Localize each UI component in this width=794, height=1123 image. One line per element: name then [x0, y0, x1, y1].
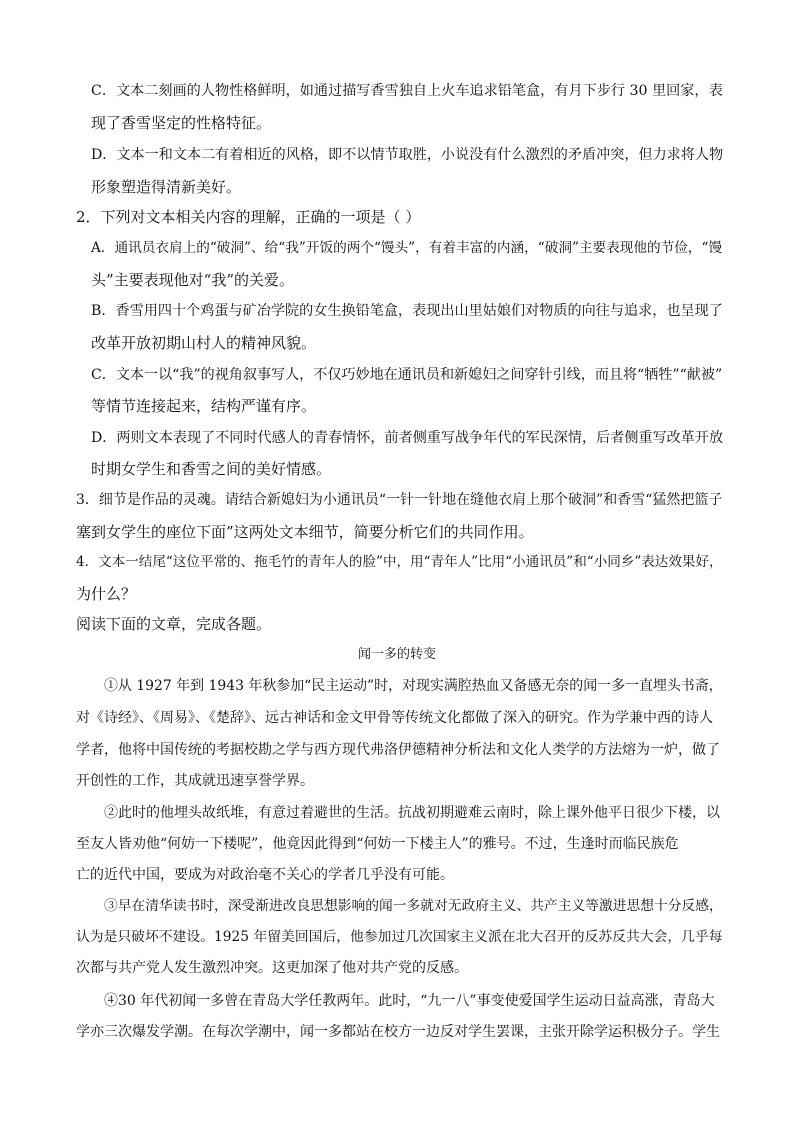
article-p3-line2: 认为是只破坏不建设。1925 年留美回国后，他参加过几次国家主义派在北大召开的反苏反共大会，几乎每: [76, 929, 723, 945]
q3-line1: 3．细节是作品的灵魂。请结合新媳妇为小通讯员“一针一针地在缝他衣肩上那个破洞”和香雪“猛然把篮子: [76, 492, 723, 508]
q2-option-b-line1: B．香雪用四十个鸡蛋与矿冶学院的女生换铅笔盒，表现出山里姑娘们对物质的向往与追求，也呈现了: [91, 303, 723, 319]
article-p4-line2: 学亦三次爆发学潮。在每次学潮中，闻一多都站在校方一边反对学生罢课，主张开除学运积极分子。学生: [76, 1024, 720, 1040]
article-p4-line1: ④30 年代初闻一多曾在青岛大学任教两年。此时，“九一八”事变使爱国学生运动日益高涨，青岛大: [104, 993, 715, 1009]
q2-option-d-line2: 时期女学生和香雪之间的美好情感。: [91, 460, 332, 478]
article-p2-line1: ②此时的他埋头故纸堆，有意过着避世的生活。抗战初期避难云南时，除上课外他平日很少下楼，以: [104, 805, 720, 821]
article-p1-line3: 学者，他将中国传统的考据校勘之学与西方现代弗洛伊德精神分析法和文化人类学的方法熔为一炉，做了: [76, 742, 720, 758]
article-title: 闻一多的转变: [357, 647, 436, 662]
article-p2-line3: 亡的近代中国，要成为对政治毫不关心的学者几乎没有可能。: [76, 867, 454, 883]
q2-stem: 2．下列对文本相关内容的理解，正确的一项是（ ）: [76, 208, 421, 226]
q2-option-a-line2: 头”主要表现他对“我”的关爱。: [91, 271, 295, 289]
q2-option-d-line1: D．两则文本表现了不同时代感人的青春情怀，前者侧重写战争年代的军民深情，后者侧重写改革开放: [91, 430, 724, 446]
q1-option-d-line2: 形象塑造得清新美好。: [91, 178, 242, 196]
q1-option-c-line2: 现了香雪坚定的性格特征。: [91, 114, 272, 132]
q2-option-a-line1: A．通讯员衣肩上的“破洞”、给“我”开饭的两个“馒头”，有着丰富的内涵，“破洞”主要表现他的节俭，“馒: [91, 240, 723, 256]
article-p3-line1: ③早在清华读书时，深受渐进改良思想影响的闻一多就对无政府主义、共产主义等激进思想十分反感，: [104, 898, 723, 914]
q2-option-b-line2: 改革开放初期山村人的精神风貌。: [91, 334, 317, 352]
article-p1-line1: ①从 1927 年到 1943 年秋参加“民主运动”时，对现实满腔热血又备感无奈的闻一多一直埋头书斋，: [104, 678, 723, 694]
reading-instruction: 阅读下面的文章，完成各题。: [76, 615, 272, 633]
q1-option-d-line1: D．文本一和文本二有着相近的风格，即不以情节取胜，小说没有什么激烈的矛盾冲突，但力求将人物: [91, 147, 724, 163]
q1-option-c-line1: C．文本二刻画的人物性格鲜明，如通过描写香雪独自上火车追求铅笔盒，有月下步行 30 里回家，表: [91, 83, 723, 99]
article-p1-line4: 开创性的工作，其成就迅速享誉学界。: [76, 773, 314, 789]
q4-line1: 4．文本一结尾“这位平常的、拖毛竹的青年人的脸”中，用“青年人”比用“小通讯员”和“小同乡”表达效果好，: [76, 554, 723, 570]
article-p3-line3: 次都与共产党人发生激烈冲突。这更加深了他对共产党的反感。: [76, 960, 468, 976]
article-p1-line2: 对《诗经》、《周易》、《楚辞》、远古神话和金文甲骨等传统文化都做了深入的研究。作为学兼中西的诗人: [76, 710, 713, 726]
q2-option-c-line2: 等情节连接起来，结构严谨有序。: [91, 397, 317, 415]
q2-option-c-line1: C．文本一以“我”的视角叙事写人，不仅巧妙地在通讯员和新媳妇之间穿针引线，而且将“牺牲”“献被”: [91, 367, 723, 383]
q3-line2: 塞到女学生的座位下面”这两处文本细节，简要分析它们的共同作用。: [76, 523, 534, 541]
article-p2-line2: 至友人皆劝他“何妨一下楼呢”，他竟因此得到“何妨一下楼主人”的雅号。不过，生逢时而临民族危: [76, 836, 679, 852]
q4-line2: 为什么？: [76, 585, 137, 603]
